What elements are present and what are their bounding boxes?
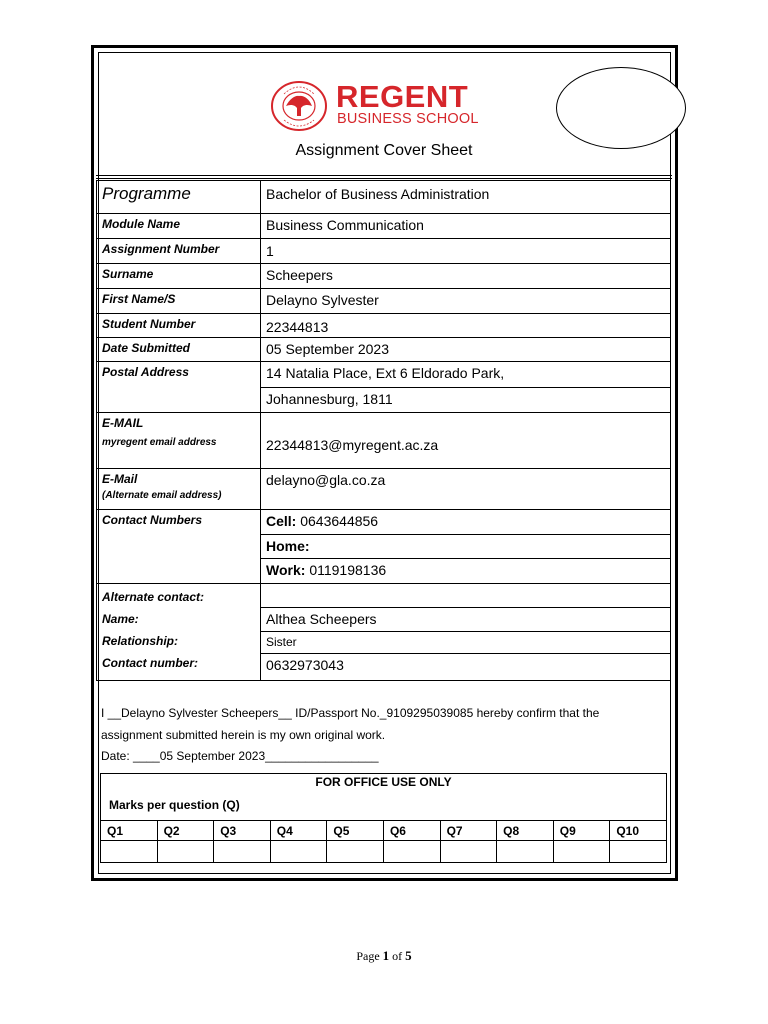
student-number-value: 22344813 xyxy=(261,314,671,338)
table-row xyxy=(97,362,671,388)
alternate-contact-value: 0632973043 xyxy=(261,654,671,681)
question-header: Q7 xyxy=(440,821,497,841)
question-header: Q10 xyxy=(610,821,667,841)
table-row xyxy=(97,510,671,535)
mark-cell xyxy=(157,841,214,863)
programme-value: Bachelor of Business Administration xyxy=(261,181,671,214)
table-row xyxy=(97,214,671,239)
postal-address-line2: Johannesburg, 1811 xyxy=(261,388,671,413)
alt-email-value: delayno@gla.co.za xyxy=(261,469,671,510)
table-row xyxy=(97,314,671,338)
assignment-number-label: Assignment Number xyxy=(97,239,261,264)
title-divider xyxy=(96,175,672,176)
table-row xyxy=(97,413,671,469)
mark-cell xyxy=(610,841,667,863)
question-header: Q9 xyxy=(553,821,610,841)
table-row xyxy=(97,469,671,510)
marks-row xyxy=(101,841,667,863)
table-row xyxy=(101,774,667,791)
email-note: myregent email address xyxy=(102,437,217,448)
assignment-number-value: 1 xyxy=(261,239,671,264)
home-label: Home: xyxy=(266,538,310,554)
home-field xyxy=(261,535,671,559)
photo-oval xyxy=(556,67,686,149)
surname-value: Scheepers xyxy=(261,264,671,289)
alternate-blank-cell xyxy=(261,584,671,608)
postal-address-line1: 14 Natalia Place, Ext 6 Eldorado Park, xyxy=(261,362,671,388)
declaration-line-2: assignment submitted herein is my own original work. xyxy=(101,728,386,742)
page-indicator xyxy=(0,948,768,964)
regent-seal-icon xyxy=(270,80,328,132)
table-row xyxy=(97,289,671,314)
alternate-relationship-label: Relationship: xyxy=(102,634,179,648)
mark-cell xyxy=(270,841,327,863)
table-row xyxy=(97,264,671,289)
mark-cell xyxy=(440,841,497,863)
work-field xyxy=(261,559,671,584)
page-word: Page xyxy=(356,949,380,963)
question-header: Q8 xyxy=(497,821,554,841)
logo-wordmark: REGENT xyxy=(336,79,469,114)
student-number-label: Student Number xyxy=(97,314,261,338)
alt-email-label-cell xyxy=(97,469,261,510)
table-row xyxy=(97,239,671,264)
email-label-cell xyxy=(97,413,261,469)
date-submitted-label: Date Submitted xyxy=(97,338,261,362)
question-header: Q1 xyxy=(101,821,158,841)
question-header: Q2 xyxy=(157,821,214,841)
regent-logo xyxy=(270,80,502,132)
page-title: Assignment Cover Sheet xyxy=(295,142,473,159)
question-header: Q4 xyxy=(270,821,327,841)
title-divider-double xyxy=(96,178,672,179)
module-name-value: Business Communication xyxy=(261,214,671,239)
date-submitted-value: 05 September 2023 xyxy=(261,338,671,362)
declaration-line-1: I __Delayno Sylvester Scheepers__ ID/Passport No._9109295039085 hereby confirm that the xyxy=(101,706,600,720)
first-names-value: Delayno Sylvester xyxy=(261,289,671,314)
alternate-name-label: Name: xyxy=(102,612,139,626)
programme-label: Programme xyxy=(97,181,261,214)
of-word: of xyxy=(392,949,403,963)
mark-cell xyxy=(327,841,384,863)
table-row xyxy=(97,181,671,214)
postal-address-label: Postal Address xyxy=(97,362,261,413)
office-use-table xyxy=(100,773,667,863)
work-label: Work: xyxy=(266,562,306,578)
alt-email-label: E-Mail xyxy=(102,472,138,486)
table-row xyxy=(97,584,671,608)
email-value: 22344813@myregent.ac.za xyxy=(261,413,671,469)
details-table xyxy=(96,180,671,681)
mark-cell xyxy=(383,841,440,863)
alternate-relationship-value: Sister xyxy=(261,632,671,654)
alternate-contact-labels xyxy=(97,584,261,681)
mark-cell xyxy=(497,841,554,863)
logo-subtext: BUSINESS SCHOOL xyxy=(337,111,479,127)
work-value: 0119198136 xyxy=(309,562,387,578)
question-header-row xyxy=(101,821,667,841)
question-header: Q6 xyxy=(383,821,440,841)
office-use-heading: FOR OFFICE USE ONLY xyxy=(101,774,667,791)
table-row xyxy=(97,338,671,362)
contact-numbers-label: Contact Numbers xyxy=(97,510,261,584)
cell-value: 0643644856 xyxy=(300,513,379,529)
alt-email-note: (Alternate email address) xyxy=(102,490,222,501)
alternate-name-value: Althea Scheepers xyxy=(261,608,671,632)
email-label: E-MAIL xyxy=(102,416,144,430)
alternate-contact-label: Contact number: xyxy=(102,656,198,670)
surname-label: Surname xyxy=(97,264,261,289)
mark-cell xyxy=(553,841,610,863)
module-name-label: Module Name xyxy=(97,214,261,239)
mark-cell xyxy=(214,841,271,863)
mark-cell xyxy=(101,841,158,863)
alternate-heading: Alternate contact: xyxy=(102,590,205,604)
table-row xyxy=(101,790,667,821)
cell-label: Cell: xyxy=(266,513,297,529)
page-number: 1 xyxy=(382,948,390,963)
first-names-label: First Name/S xyxy=(97,289,261,314)
marks-per-question-label: Marks per question (Q) xyxy=(101,790,667,821)
cell-field xyxy=(261,510,671,535)
page-total: 5 xyxy=(405,948,412,963)
declaration-date: Date: ____05 September 2023_________________ xyxy=(101,749,379,763)
question-header: Q3 xyxy=(214,821,271,841)
question-header: Q5 xyxy=(327,821,384,841)
